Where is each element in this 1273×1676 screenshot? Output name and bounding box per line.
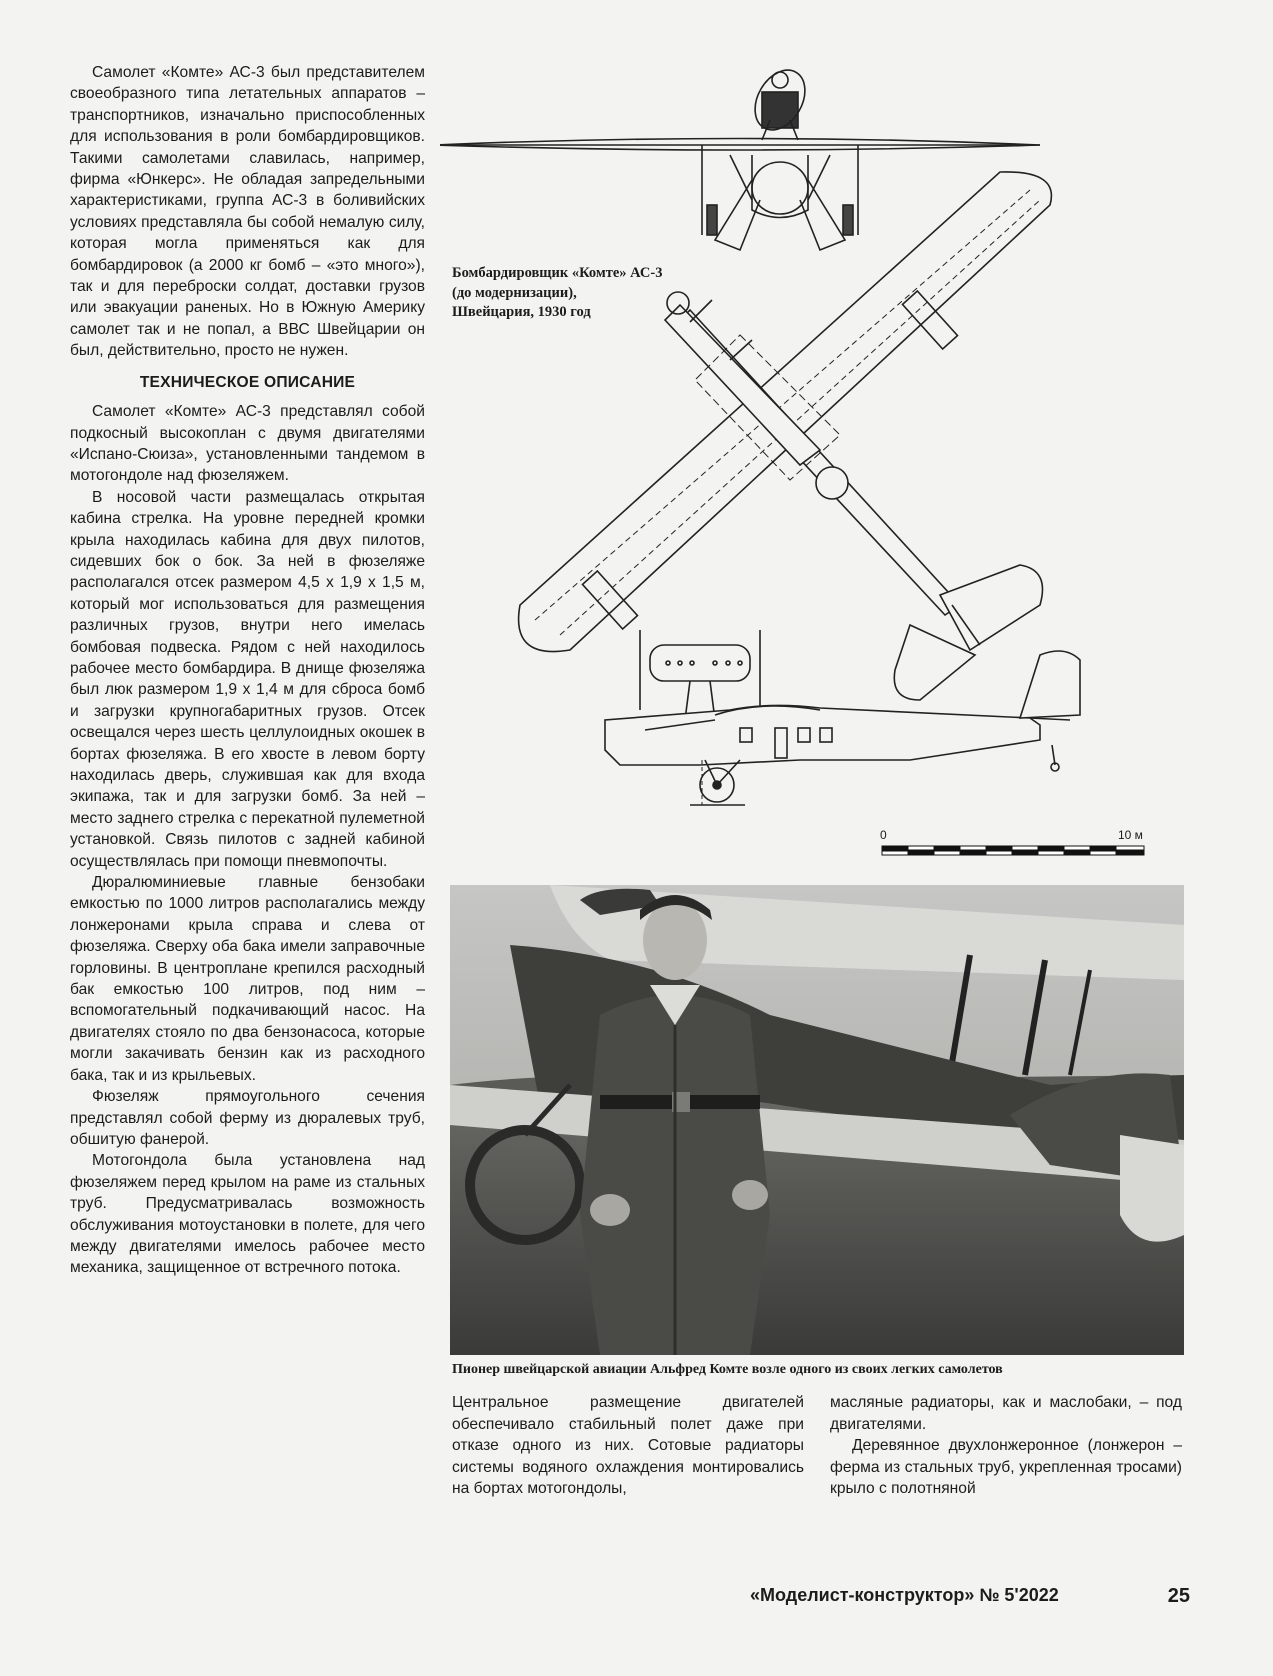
paragraph: Фюзеляж прямоугольного сечения представлял собой ферму из дюралевых труб, обшитую фанерой. — [70, 1088, 425, 1148]
paragraph: Деревянное двухлонжеронное (лонжерон – ферма из стальных труб, укрепленная тросами) крыло с полотняной — [830, 1437, 1182, 1498]
paragraph: Самолет «Комте» АС-3 представлял собой подкосный высокоплан с двумя двигателями «Испано-Сюиза», установленными тандемом в мотогондоле над фюзеляжем. — [70, 403, 425, 485]
section-heading: ТЕХНИЧЕСКОЕ ОПИСАНИЕ — [139, 373, 356, 391]
paragraph: В носовой части размещалась открытая кабина стрелка. На уровне передней кромки крыла находилась кабина для двух пилотов, сидевших бок о бок. За ней в фюзеляже располагался отсек размером 4,5 х 1,9 х 1,5 м, который мог использоваться для размещения различных грузов, внутри него имелась бомбовая подвеска. Рядом с ней находилось рабочее место бомбардира. В днище фюзеляжа был люк размером 1,9 х 1,4 м для сброса бомб и загрузки крупногабаритных грузов. Отсек освещался через шесть целлулоидных окошек в бортах фюзеляжа. В его хвосте в левом борту находилась дверь, служившая как для входа экипажа, так и для загрузки бомб. За ней – место заднего стрелка с перекатной пулеметной установкой. Связь пилотов с задней кабиной осуществлялась при помощи пневмопочты. — [70, 488, 425, 870]
paragraph: Дюралюминиевые главные бензобаки емкостью по 1000 литров располагались между лонжеронами крыла справа и слева от фюзеляжа. Сверху оба бака имели заправочные горловины. В центроплане крепился расходный бак емкостью 100 литров, под ним – вспомогательный подкачивающий насос. На двигателях стояло по два бензонасоса, которые могли закачивать бензин как из расходного бака, так и из крыльевых. — [70, 874, 425, 1084]
paragraph: Мотогондола была установлена над фюзеляжем перед крылом на раме из стальных труб. Предусматривалась возможность обслуживания мотоустановки в полете, для чего между двигателями имелось рабочее место механика, защищенное от встречного потока. — [70, 1152, 425, 1277]
paragraph: Самолет «Комте» АС-3 был представителем своеобразного типа летательных аппаратов – транспортников, изначально приспособленных для использования в роли бомбардировщиков. Такими самолетами славилась, например, фирма «Юнкерс». Не обладая запредельными характеристиками, группа АС-3 в боливийских условиях представляла бы собой немалую силу, которая могла применяться как для бомбардировок (а 2000 кг бомб – «это много»), так и для переброски солдат, доставки грузов или эвакуации раненых. Но в Южную Америку самолет так и не попал, а ВВС Швейцарии он был, действительно, просто не нужен. — [70, 64, 425, 360]
side-view-drawing — [605, 630, 1080, 805]
right-column — [830, 1392, 1182, 1500]
paragraph: Центральное размещение двигателей обеспечивало стабильный полет даже при отказе одного из них. Сотовые радиаторы системы водяного охлаждения монтировались на бортах мотогондолы, — [452, 1394, 804, 1498]
scale-ruler — [880, 828, 1180, 868]
paragraph: масляные радиаторы, как и маслобаки, – под двигателями. — [830, 1394, 1182, 1433]
middle-column — [452, 1392, 804, 1500]
photo-image — [450, 885, 1184, 1355]
photo-alfred-comte — [450, 885, 1184, 1355]
scale-bar: 0 10 м — [880, 828, 1180, 868]
aircraft-drawing — [440, 60, 1190, 860]
drawing-caption: Бомбардировщик «Комте» АС-3 (до модернизации), Швейцария, 1930 год — [452, 265, 663, 320]
plan-view-drawing — [519, 172, 1052, 700]
page-number: 25 — [1167, 1585, 1190, 1607]
magazine-title: «Моделист-конструктор» № 5'2022 — [750, 1585, 1059, 1605]
left-column — [70, 62, 425, 1279]
photo-caption: Пионер швейцарской авиации Альфред Комте возле одного из своих легких самолетов — [452, 1362, 1003, 1377]
